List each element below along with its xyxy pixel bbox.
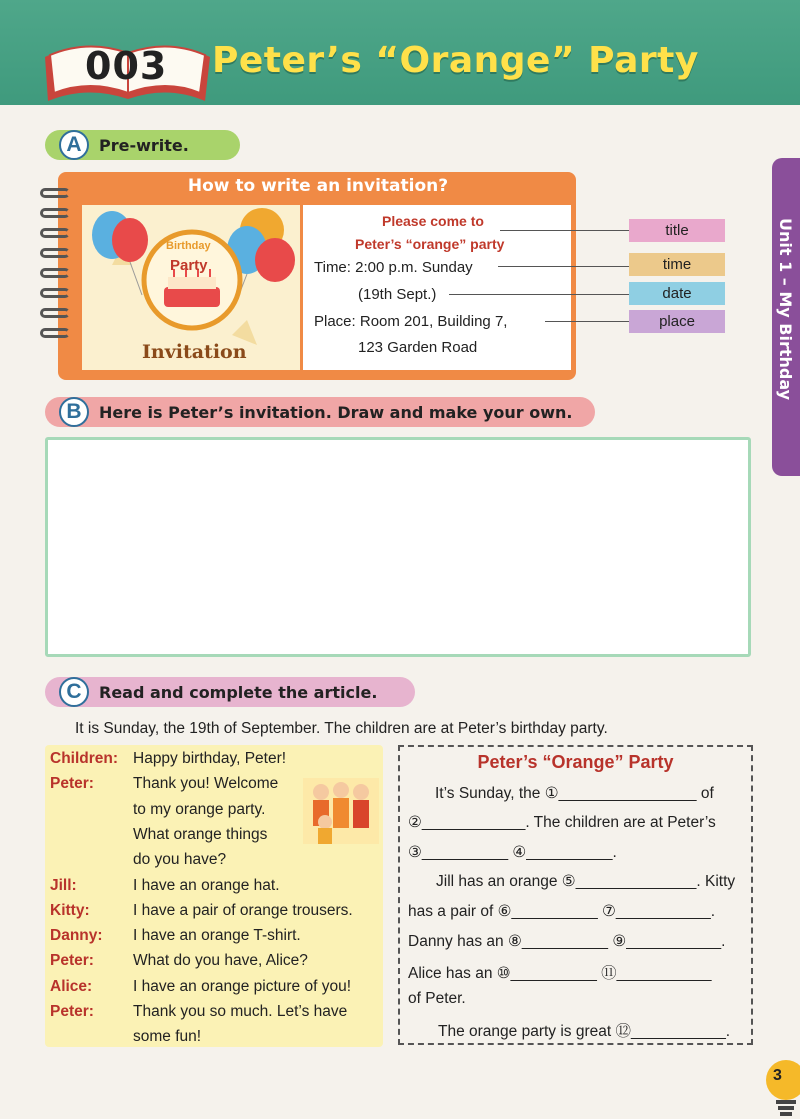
dialogue-speech: to my orange party. [133,800,266,818]
unit-tab-label: Unit 1 – My Birthday [776,218,795,401]
article-line: has a pair of ⑥__________ ⑦___________. [408,903,716,920]
lesson-number: 003 [85,44,168,88]
section-b-header [45,397,595,427]
dialogue-speech: Thank you! Welcome [133,775,279,793]
connector-time [498,266,629,267]
invitation-heading: How to write an invitation? [187,176,449,196]
section-a-letter: A [59,130,89,160]
dialogue-speaker: Jill: [50,876,77,894]
page-number: 3 [773,1067,782,1084]
dialogue-speaker: Peter: [50,952,94,970]
dialogue-speech: I have a pair of orange trousers. [133,901,353,919]
dialogue-speech: I have an orange T-shirt. [133,927,301,945]
dialogue-speech: What orange things [133,825,268,843]
children-party-illustration [303,778,379,844]
connector-date [449,294,629,295]
section-b-label: Here is Peter’s invitation. Draw and make your own. [99,402,573,422]
dialogue-speech: I have an orange picture of you! [133,977,352,995]
invitation-picture [82,205,300,370]
connector-place [545,321,629,322]
article-line: ②____________. The children are at Peter’s [408,814,716,831]
article-line: The orange party is great ⑫___________. [438,1023,731,1040]
dialogue-speaker: Alice: [50,977,93,995]
connector-title [500,230,629,231]
dialogue-speech: some fun! [133,1028,202,1046]
invitation-time-line: Time: 2:00 p.m. Sunday [314,259,473,276]
article-line: ③__________ ④__________. [408,844,617,861]
section-c-header [45,677,415,707]
section-b-letter: B [59,397,89,427]
label-date: date [629,282,725,305]
article-line: of Peter. [408,990,466,1007]
label-title: title [629,219,725,242]
dialogue-speech: do you have? [133,851,227,869]
article-line: Alice has an ⑩__________ ⑪___________ [408,965,712,982]
article-title: Peter’s “Orange” Party [477,752,674,772]
dialogue-speaker: Peter: [50,775,94,793]
picture-caption-invitation: Invitation [142,341,247,363]
drawing-area[interactable] [45,437,751,657]
dialogue-speech: Thank you so much. Let’s have [133,1003,348,1020]
article-line: Danny has an ⑧__________ ⑨___________. [408,933,726,950]
dialogue-speaker: Peter: [50,1003,94,1020]
section-c-letter: C [59,677,89,707]
invitation-address-line: 123 Garden Road [358,339,478,356]
section-a-header [45,130,240,160]
invitation-please-line: Please come to [382,213,484,229]
invitation-date-line: (19th Sept.) [358,286,437,303]
invitation-place-line: Place: Room 201, Building 7, [314,313,508,330]
picture-caption-birthday: Birthday [166,240,211,252]
article-intro: It is Sunday, the 19th of September. The children are at Peter’s birthday party. [75,720,608,737]
section-a-label: Pre-write. [99,135,189,155]
label-place: place [629,310,725,333]
label-time: time [629,253,725,276]
dialogue-speech: What do you have, Alice? [133,952,308,970]
article-line: Jill has an orange ⑤______________. Kitty [436,873,736,890]
unit-tab [772,158,800,476]
dialogue-speaker: Children: [50,750,119,767]
article-line: It’s Sunday, the ①________________ of [435,785,714,802]
spiral-binding [40,188,70,348]
dialogue-speech: I have an orange hat. [133,876,280,894]
dialogue-speech: Happy birthday, Peter! [133,750,287,767]
invitation-party-line: Peter’s “orange” party [355,236,505,252]
dialogue-speaker: Kitty: [50,901,90,919]
dialogue-speaker: Danny: [50,927,103,945]
page-title: Peter’s “Orange” Party [212,40,699,81]
picture-caption-party: Party [170,257,208,274]
section-c-label: Read and complete the article. [99,682,378,702]
